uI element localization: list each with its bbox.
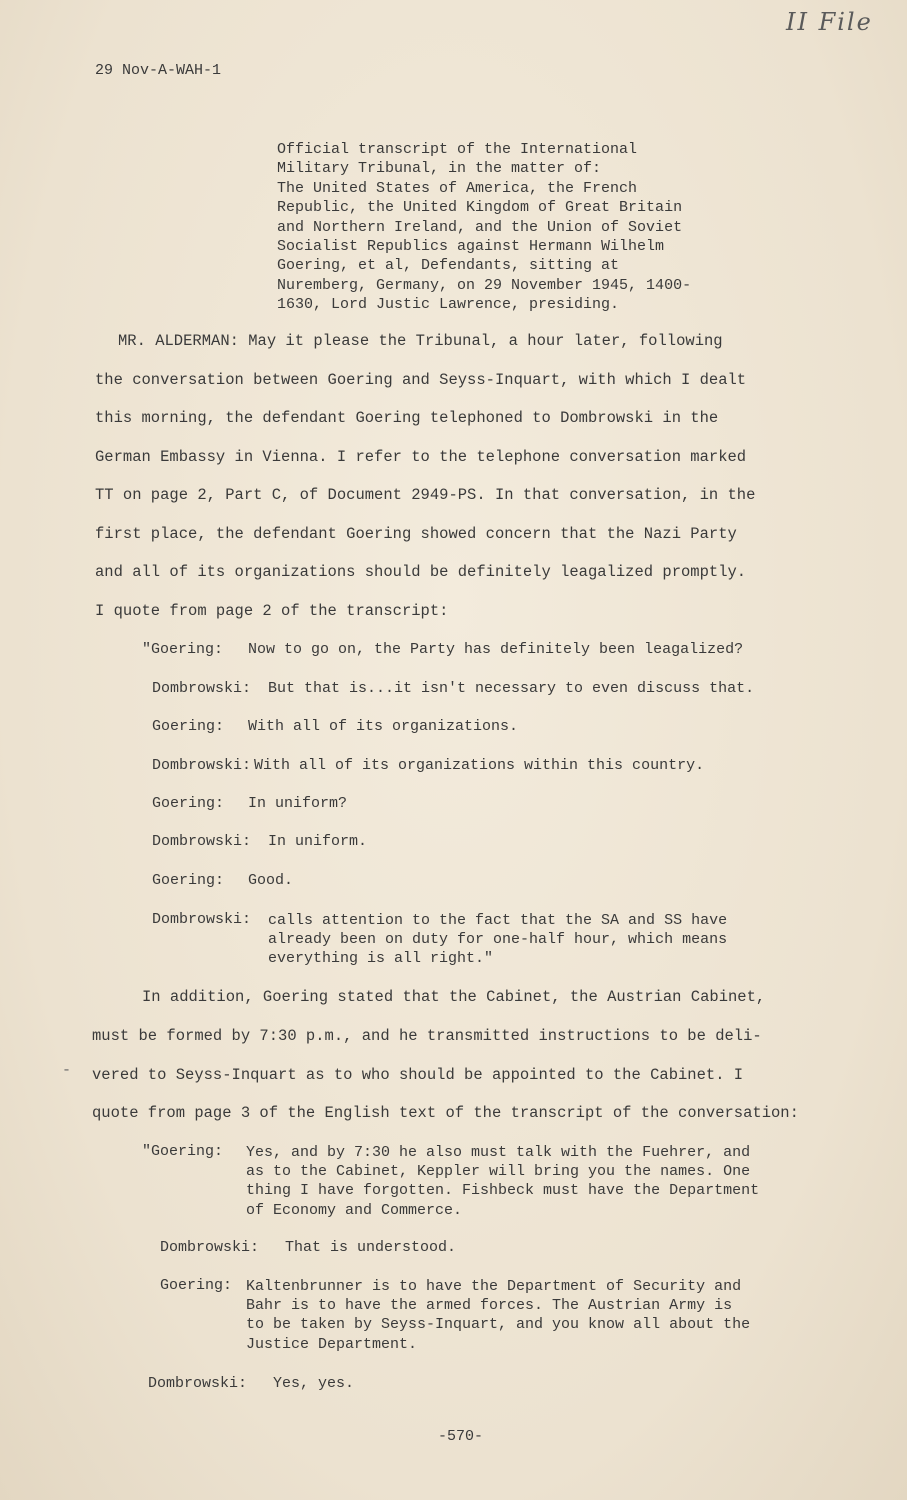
speaker-label: Goering:: [152, 718, 225, 735]
speaker-label: "Goering:: [142, 641, 224, 658]
speaker-label: Goering:: [160, 1277, 233, 1294]
page-number: -570-: [438, 1428, 484, 1445]
speech-text: In uniform?: [248, 795, 348, 812]
body-line: first place, the defendant Goering showed concern that the Nazi Party: [95, 525, 737, 543]
body-line: this morning, the defendant Goering telephoned to Dombrowski in the: [95, 409, 719, 427]
handwritten-note: II File: [786, 8, 873, 36]
speech-text: calls attention to the fact that the SA and SS have already been on duty for one-half hour, which means everything is all right.": [268, 912, 728, 968]
reference-code: 29 Nov-A-WAH-1: [95, 62, 222, 79]
speaker-label: Dombrowski:: [152, 757, 252, 774]
speaker-label: Dombrowski:: [152, 680, 252, 697]
body-line: TT on page 2, Part C, of Document 2949-PS. In that conversation, in the: [95, 486, 756, 504]
body-line: quote from page 3 of the English text of the transcript of the conversation:: [92, 1104, 799, 1122]
margin-mark: -: [62, 1062, 72, 1079]
speech-text: With all of its organizations.: [248, 718, 519, 735]
speech-text: Yes, yes.: [273, 1375, 355, 1392]
speech-text: That is understood.: [285, 1239, 457, 1256]
speaker-label: Dombrowski:: [160, 1239, 260, 1256]
speaker-label: Dombrowski:: [152, 833, 252, 850]
body-line: the conversation between Goering and Seyss-Inquart, with which I dealt: [95, 371, 747, 389]
body-line: MR. ALDERMAN: May it please the Tribunal, a hour later, following: [118, 332, 723, 350]
body-line: In addition, Goering stated that the Cabinet, the Austrian Cabinet,: [142, 988, 766, 1006]
body-line: must be formed by 7:30 p.m., and he transmitted instructions to be deli-: [92, 1027, 762, 1045]
speech-text: But that is...it isn't necessary to even discuss that.: [268, 680, 755, 697]
speech-text: In uniform.: [268, 833, 368, 850]
body-line: I quote from page 2 of the transcript:: [95, 602, 449, 620]
speaker-label: Goering:: [152, 872, 225, 889]
speech-text: Good.: [248, 872, 294, 889]
body-line: German Embassy in Vienna. I refer to the telephone conversation marked: [95, 448, 747, 466]
transcript-header: Official transcript of the International Military Tribunal, in the matter of: The United States of America, the French Republic, the United Kingdom of Great Britain and Northern Ireland, and the Union of Soviet Socialist Republics against Hermann Wilhelm Goering, et al, Defendants, sitting at Nuremberg, Germany, on 29 November 1945, 1400- 1630, Lord Justic Lawrence, presiding.: [277, 141, 692, 314]
body-line: vered to Seyss-Inquart as to who should be appointed to the Cabinet. I: [92, 1066, 744, 1084]
speech-text: With all of its organizations within this country.: [254, 757, 705, 774]
speaker-label: "Goering:: [142, 1143, 224, 1160]
speech-text: Kaltenbrunner is to have the Department of Security and Bahr is to have the armed forces. The Austrian Army is to be taken by Seyss-Inquart, and you know all about the Justice Department.: [246, 1278, 751, 1353]
body-line: and all of its organizations should be definitely leagalized promptly.: [95, 563, 747, 581]
speaker-label: Dombrowski:: [152, 911, 252, 928]
speaker-label: Goering:: [152, 795, 225, 812]
speaker-label: Dombrowski:: [148, 1375, 248, 1392]
speech-text: Yes, and by 7:30 he also must talk with the Fuehrer, and as to the Cabinet, Keppler will bring you the names. One thing I have forgotten. Fishbeck must have the Department of Economy and Commerce.: [246, 1144, 760, 1219]
speech-text: Now to go on, the Party has definitely been leagalized?: [248, 641, 744, 658]
